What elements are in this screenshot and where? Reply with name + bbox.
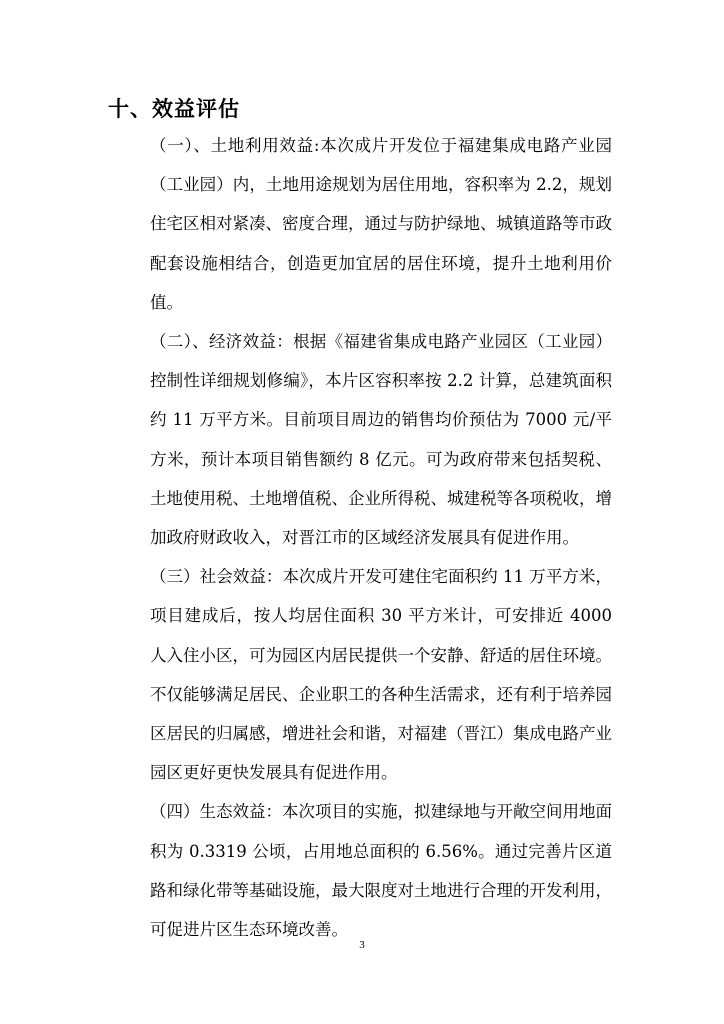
paragraph-land-use-benefit: （一）、土地利用效益:本次成片开发位于福建集成电路产业园（工业园）内，土地用途规划为居住用地，容积率为 2.2，规划住宅区相对紧凑、密度合理，通过与防护绿地、城镇道路等市政配套设施相结合，创造更加宜居的居住环境，提升土地利用价值。 xyxy=(150,136,612,312)
paragraph-economic-benefit: （二）、经济效益：根据《福建省集成电路产业园区（工业园）控制性详细规划修编》，本片区容积率按 2.2 计算，总建筑面积约 11 万平方米。目前项目周边的销售均价预估为 7000 元/平方米，预计本项目销售额约 8 亿元。可为政府带来包括契税、土地使用税、土地增值税、企业所得税、城建税等各项税收，增加政府财政收入，对晋江市的区域经济发展具有促进作用。 xyxy=(150,332,612,548)
body-text xyxy=(150,126,612,949)
paragraph-social-benefit: （三）社会效益：本次成片开发可建住宅面积约 11 万平方米，项目建成后，按人均居住面积 30 平方米计，可安排近 4000 人入住小区，可为园区内居民提供一个安静、舒适的居住环境。不仅能够满足居民、企业职工的各种生活需求，还有利于培养园区居民的归属感，增进社会和谐，对福建（晋江）集成电路产业园区更好更快发展具有促进作用。 xyxy=(150,567,612,783)
section-heading: 十、效益评估 xyxy=(108,97,240,121)
paragraph-ecological-benefit: （四）生态效益：本次项目的实施，拟建绿地与开敞空间用地面积为 0.3319 公顷，占用地总面积的 6.56%。通过完善片区道路和绿化带等基础设施，最大限度对土地进行合理的开发利用，可促进片区生态环境改善。 xyxy=(150,802,612,940)
page-number: 3 xyxy=(359,939,365,951)
